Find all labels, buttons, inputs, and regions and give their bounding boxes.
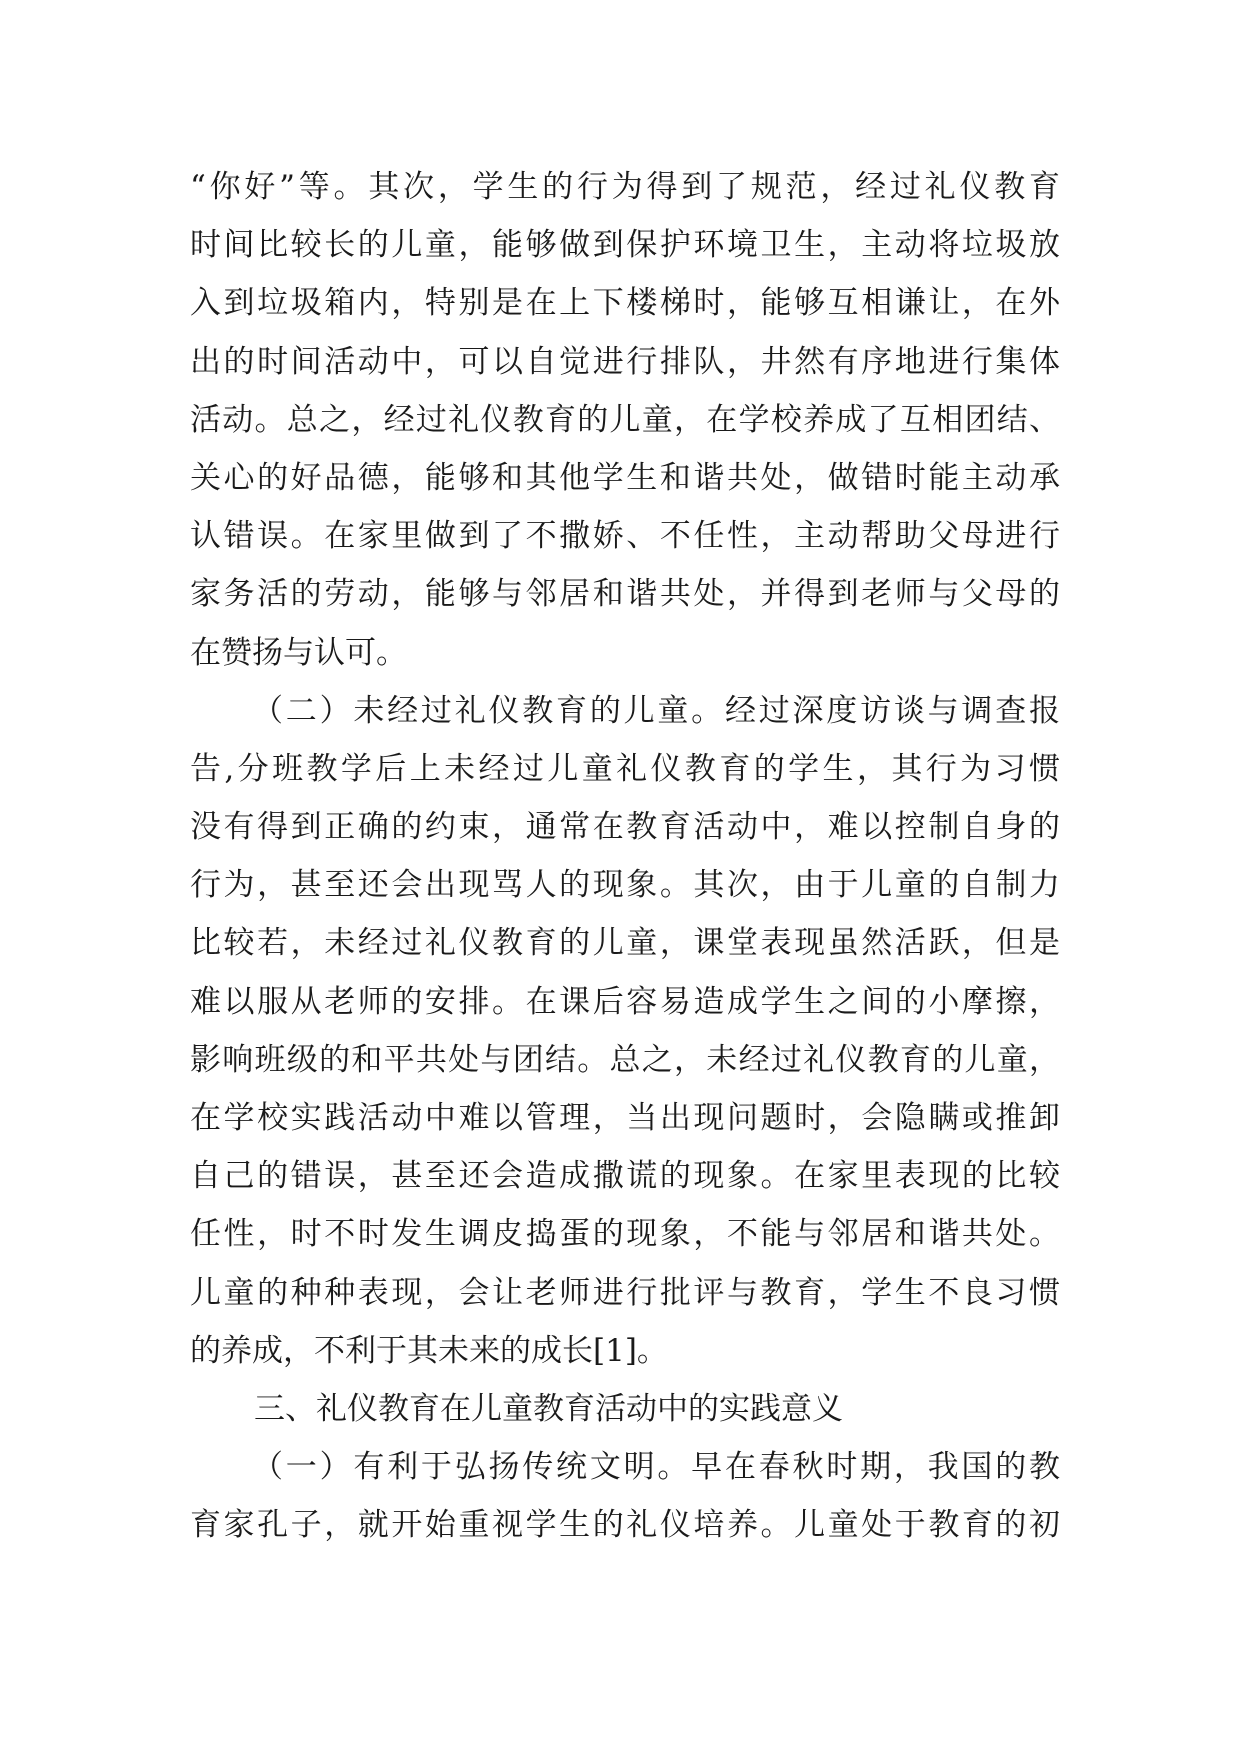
text-line: 育家孔子，就开始重视学生的礼仪培养。儿童处于教育的初 xyxy=(190,1507,1060,1544)
text-line: 比较若，未经过礼仪教育的儿童，课堂表现虽然活跃，但是 xyxy=(190,925,1060,962)
text-line: 在学校实践活动中难以管理，当出现问题时，会隐瞒或推卸 xyxy=(190,1100,1060,1136)
text-line: 认错误。在家里做到了不撒娇、不任性，主动帮助父母进行 xyxy=(190,518,1060,555)
text-line: （二）未经过礼仪教育的儿童。经过深度访谈与调查报 xyxy=(252,692,1060,729)
text-line: 任性，时不时发生调皮捣蛋的现象，不能与邻居和谐共处。 xyxy=(190,1216,1060,1253)
text-line: 告,分班教学后上未经过儿童礼仪教育的学生，其行为习惯 xyxy=(190,750,1060,787)
text-line: 难以服从老师的安排。在课后容易造成学生之间的小摩擦， xyxy=(190,983,1060,1020)
body-text xyxy=(190,158,1060,1555)
text-line: 儿童的种种表现，会让老师进行批评与教育，学生不良习惯 xyxy=(190,1274,1060,1311)
text-line: 出的时间活动中，可以自觉进行排队，井然有序地进行集体 xyxy=(190,343,1060,380)
text-line: 家务活的劳动，能够与邻居和谐共处，并得到老师与父母的 xyxy=(190,576,1060,613)
text-line: 关心的好品德，能够和其他学生和谐共处，做错时能主动承 xyxy=(190,459,1060,496)
text-line: 三、礼仪教育在儿童教育活动中的实践意义 xyxy=(254,1390,843,1427)
text-line: 的养成，不利于其未来的成长[1]。 xyxy=(190,1332,668,1369)
text-line: 没有得到正确的约束，通常在教育活动中，难以控制自身的 xyxy=(190,809,1060,846)
text-line: 行为，甚至还会出现骂人的现象。其次，由于儿童的自制力 xyxy=(190,867,1060,904)
text-line: 自己的错误，甚至还会造成撒谎的现象。在家里表现的比较 xyxy=(190,1158,1060,1195)
text-line: 时间比较长的儿童，能够做到保护环境卫生，主动将垃圾放 xyxy=(190,227,1060,264)
text-line: 影响班级的和平共处与团结。总之，未经过礼仪教育的儿童， xyxy=(190,1041,1060,1078)
text-line: （一）有利于弘扬传统文明。早在春秋时期，我国的教 xyxy=(252,1449,1060,1486)
text-line: 活动。总之，经过礼仪教育的儿童，在学校养成了互相团结、 xyxy=(190,401,1060,438)
text-line: 入到垃圾箱内，特别是在上下楼梯时，能够互相谦让，在外 xyxy=(190,285,1060,322)
text-line: 在赞扬与认可。 xyxy=(190,634,407,671)
text-line: “你好”等。其次，学生的行为得到了规范，经过礼仪教育 xyxy=(190,169,1060,205)
